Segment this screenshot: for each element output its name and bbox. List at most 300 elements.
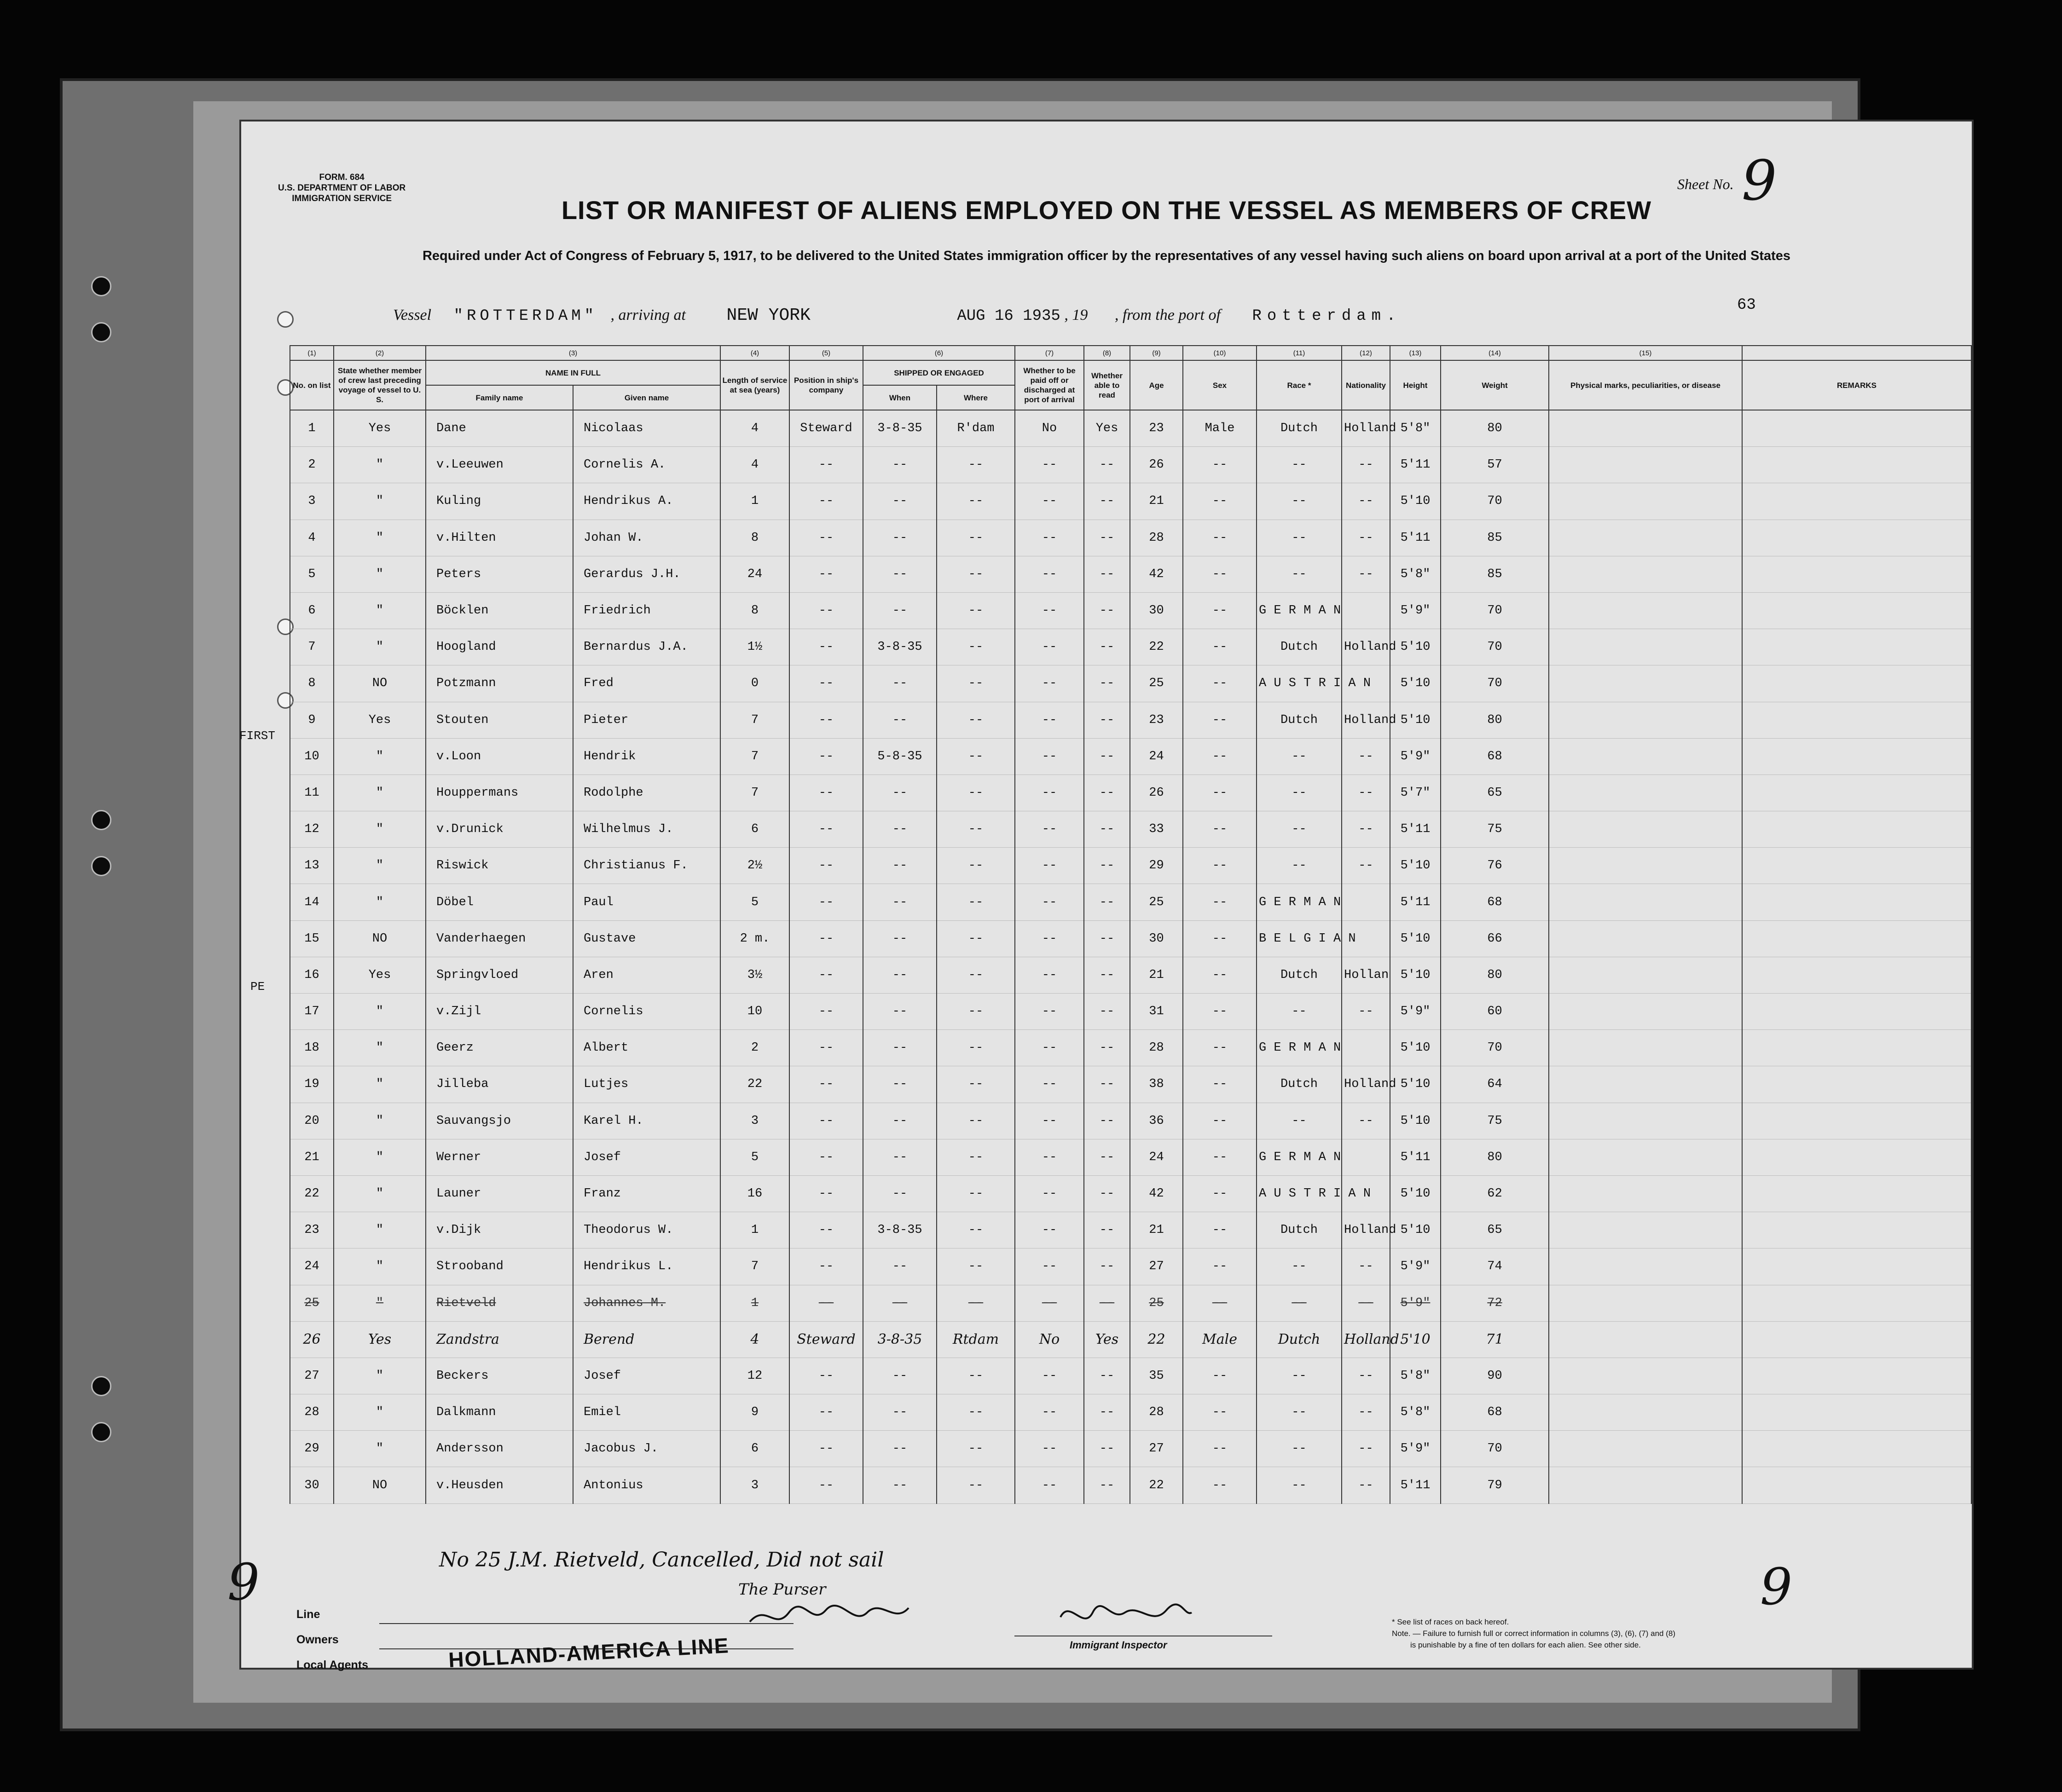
cell-given: Fred — [573, 665, 720, 702]
cell-remarks — [1742, 1467, 1971, 1503]
header-given: Given name — [573, 385, 720, 410]
cell-nationality: -- — [1342, 1467, 1390, 1503]
cell-height: 5'11 — [1390, 1139, 1441, 1175]
cell-paid: -- — [1015, 920, 1084, 957]
cell-where: -- — [937, 884, 1015, 920]
crew-row — [290, 1212, 1971, 1249]
cell-age: 42 — [1130, 1175, 1183, 1212]
cell-family: v.Loon — [426, 738, 573, 775]
cell-weight: 75 — [1441, 1103, 1549, 1139]
cell-age: 21 — [1130, 1212, 1183, 1249]
cell-height: 5'11 — [1390, 811, 1441, 848]
cell-family: Geerz — [426, 1030, 573, 1066]
cell-paid: -- — [1015, 629, 1084, 665]
crew-row — [290, 1467, 1971, 1503]
cell-height: 5'10 — [1390, 1103, 1441, 1139]
cell-state: Yes — [334, 957, 426, 993]
cell-given: Lutjes — [573, 1066, 720, 1103]
cell-nationality: -- — [1342, 1394, 1390, 1431]
cell-read: -- — [1084, 1394, 1130, 1431]
cell-no: 8 — [290, 665, 334, 702]
cell-when: -- — [863, 556, 937, 592]
crew-row — [290, 1175, 1971, 1212]
cell-weight: 70 — [1441, 665, 1549, 702]
cell-position: -- — [789, 592, 863, 629]
cell-sex: -- — [1183, 1358, 1257, 1394]
cell-marks — [1549, 1175, 1742, 1212]
cell-weight: 64 — [1441, 1066, 1549, 1103]
cell-remarks — [1742, 1249, 1971, 1285]
inspector-signature — [1056, 1599, 1194, 1636]
cell-family: v.Dijk — [426, 1212, 573, 1249]
cell-race: -- — [1257, 811, 1342, 848]
cell-sex: -- — [1183, 1212, 1257, 1249]
cell-when: -- — [863, 702, 937, 738]
cell-no: 1 — [290, 410, 334, 447]
col-num: (4) — [720, 346, 789, 360]
cell-when: 5-8-35 — [863, 738, 937, 775]
cell-service: 16 — [720, 1175, 789, 1212]
cell-no: 26 — [290, 1321, 334, 1358]
cell-family: Dalkmann — [426, 1394, 573, 1431]
page-code: 63 — [1737, 296, 1756, 314]
cell-paid: -- — [1015, 738, 1084, 775]
cell-height: 5'11 — [1390, 520, 1441, 556]
cell-nationality: Holland — [1342, 1066, 1390, 1103]
cell-height: 5'10 — [1390, 1321, 1441, 1358]
cell-paid: -- — [1015, 1066, 1084, 1103]
cell-race: G E R M A N — [1257, 1030, 1342, 1066]
cell-height: 5'10 — [1390, 702, 1441, 738]
header-where: Where — [937, 385, 1015, 410]
footer-line-label: Line — [296, 1608, 320, 1621]
cell-given: Friedrich — [573, 592, 720, 629]
cell-no: 4 — [290, 520, 334, 556]
cell-family: Zandstra — [426, 1321, 573, 1358]
footnote-penalty: Note. — Failure to furnish full or correct information in columns (3), (6), (7) and (8) — [1392, 1629, 1675, 1638]
cell-read: -- — [1084, 629, 1130, 665]
crew-row — [290, 775, 1971, 811]
cell-remarks — [1742, 1394, 1971, 1431]
cell-nationality: -- — [1342, 1249, 1390, 1285]
cell-sex: -- — [1183, 665, 1257, 702]
cell-marks — [1549, 1358, 1742, 1394]
crew-row — [290, 920, 1971, 957]
cell-weight: 75 — [1441, 811, 1549, 848]
cell-sex: -- — [1183, 1431, 1257, 1467]
cell-remarks — [1742, 410, 1971, 447]
crew-table — [290, 345, 1972, 1504]
cell-race: -- — [1257, 1467, 1342, 1503]
header-row-1 — [290, 360, 1971, 385]
cell-state: " — [334, 811, 426, 848]
cell-race: A U S T R I A N — [1257, 1175, 1342, 1212]
cell-state: " — [334, 1030, 426, 1066]
cell-nationality: -- — [1342, 1103, 1390, 1139]
cell-sex: -- — [1183, 1249, 1257, 1285]
cell-given: Aren — [573, 957, 720, 993]
cell-state: NO — [334, 665, 426, 702]
cell-marks — [1549, 520, 1742, 556]
cell-weight: 68 — [1441, 738, 1549, 775]
cell-family: v.Leeuwen — [426, 447, 573, 483]
cell-nationality: -- — [1342, 520, 1390, 556]
cell-when: -- — [863, 447, 937, 483]
cell-position: -- — [789, 1249, 863, 1285]
cell-where: -- — [937, 1249, 1015, 1285]
cell-given: Johan W. — [573, 520, 720, 556]
footer-line-rule — [379, 1623, 794, 1624]
cell-read: -- — [1084, 994, 1130, 1030]
cell-state: " — [334, 483, 426, 520]
crew-row — [290, 1431, 1971, 1467]
cell-no: 7 — [290, 629, 334, 665]
cell-race: Dutch — [1257, 1321, 1342, 1358]
header-no: No. on list — [290, 360, 334, 410]
cell-nationality: -- — [1342, 1431, 1390, 1467]
cell-nationality: -- — [1342, 775, 1390, 811]
cell-when: -- — [863, 665, 937, 702]
cell-family: Launer — [426, 1175, 573, 1212]
cell-age: 30 — [1130, 592, 1183, 629]
cell-position: -- — [789, 1212, 863, 1249]
cell-where: Rtdam — [937, 1321, 1015, 1358]
cell-paid: No — [1015, 1321, 1084, 1358]
crew-row — [290, 1358, 1971, 1394]
cell-no: 9 — [290, 702, 334, 738]
cell-service: 8 — [720, 520, 789, 556]
cell-service: 7 — [720, 738, 789, 775]
cell-age: 25 — [1130, 1285, 1183, 1321]
cell-given: Franz — [573, 1175, 720, 1212]
binder-hole — [91, 1422, 111, 1442]
cell-family: v.Hilten — [426, 520, 573, 556]
cell-service: 4 — [720, 1321, 789, 1358]
cell-weight: 70 — [1441, 1030, 1549, 1066]
cell-age: 28 — [1130, 1030, 1183, 1066]
cell-sex: -- — [1183, 556, 1257, 592]
cell-given: Rodolphe — [573, 775, 720, 811]
cell-family: v.Drunick — [426, 811, 573, 848]
cell-where: -- — [937, 1394, 1015, 1431]
cell-position: -- — [789, 665, 863, 702]
crew-row — [290, 629, 1971, 665]
cell-age: 42 — [1130, 556, 1183, 592]
cell-nationality: Holland — [1342, 1212, 1390, 1249]
cell-weight: 70 — [1441, 1431, 1549, 1467]
cell-position: -- — [789, 702, 863, 738]
cell-nationality: -- — [1342, 1285, 1390, 1321]
header-sex: Sex — [1183, 360, 1257, 410]
cell-service: 7 — [720, 775, 789, 811]
cell-nationality: Hollan — [1342, 957, 1390, 993]
binder-hole — [91, 322, 111, 342]
cell-sex: -- — [1183, 957, 1257, 993]
cell-marks — [1549, 1249, 1742, 1285]
cell-height: 5'10 — [1390, 483, 1441, 520]
cell-marks — [1549, 1066, 1742, 1103]
cell-race: G E R M A N — [1257, 1139, 1342, 1175]
cell-height: 5'11 — [1390, 447, 1441, 483]
corner-number-left: 9 — [227, 1553, 260, 1612]
cell-service: 4 — [720, 410, 789, 447]
cell-remarks — [1742, 920, 1971, 957]
cell-when: -- — [863, 775, 937, 811]
cell-age: 24 — [1130, 1139, 1183, 1175]
cell-given: Hendrik — [573, 738, 720, 775]
cell-remarks — [1742, 1212, 1971, 1249]
cell-race: A U S T R I A N — [1257, 665, 1342, 702]
cell-marks — [1549, 1030, 1742, 1066]
cell-service: 6 — [720, 811, 789, 848]
cell-sex: -- — [1183, 920, 1257, 957]
cell-race: -- — [1257, 556, 1342, 592]
cell-marks — [1549, 738, 1742, 775]
cell-state: " — [334, 592, 426, 629]
footer-agents-label: Local Agents — [296, 1659, 369, 1671]
cell-paid: -- — [1015, 1175, 1084, 1212]
cell-height: 5'11 — [1390, 884, 1441, 920]
cell-read: -- — [1084, 665, 1130, 702]
cell-age: 28 — [1130, 520, 1183, 556]
cell-marks — [1549, 447, 1742, 483]
cell-where: -- — [937, 1139, 1015, 1175]
cell-age: 25 — [1130, 884, 1183, 920]
cell-position: -- — [789, 1285, 863, 1321]
cell-race: -- — [1257, 447, 1342, 483]
cell-family: Riswick — [426, 848, 573, 884]
cell-position: -- — [789, 629, 863, 665]
cell-given: Gerardus J.H. — [573, 556, 720, 592]
cell-state: " — [334, 1285, 426, 1321]
cell-age: 38 — [1130, 1066, 1183, 1103]
cell-position: -- — [789, 1394, 863, 1431]
cell-remarks — [1742, 447, 1971, 483]
header-paid: Whether to be paid off or discharged at port of arrival — [1015, 360, 1084, 410]
cell-remarks — [1742, 556, 1971, 592]
cell-weight: 68 — [1441, 884, 1549, 920]
cell-paid: -- — [1015, 1285, 1084, 1321]
cell-marks — [1549, 848, 1742, 884]
cell-where: -- — [937, 1030, 1015, 1066]
cell-read: -- — [1084, 811, 1130, 848]
cell-race: -- — [1257, 994, 1342, 1030]
cell-sex: -- — [1183, 1467, 1257, 1503]
cell-read: -- — [1084, 483, 1130, 520]
cell-weight: 80 — [1441, 1139, 1549, 1175]
cell-nationality — [1342, 1030, 1390, 1066]
cell-when: -- — [863, 483, 937, 520]
cell-age: 23 — [1130, 702, 1183, 738]
cell-age: 27 — [1130, 1431, 1183, 1467]
header-nationality: Nationality — [1342, 360, 1390, 410]
cell-marks — [1549, 410, 1742, 447]
cell-state: " — [334, 848, 426, 884]
cell-read: -- — [1084, 920, 1130, 957]
cell-given: Theodorus W. — [573, 1212, 720, 1249]
cell-read: -- — [1084, 1431, 1130, 1467]
crew-row — [290, 483, 1971, 520]
cell-service: 6 — [720, 1431, 789, 1467]
cell-position: -- — [789, 1467, 863, 1503]
cell-no: 2 — [290, 447, 334, 483]
cell-read: Yes — [1084, 410, 1130, 447]
cell-nationality: -- — [1342, 1358, 1390, 1394]
punch-hole — [277, 311, 294, 328]
cell-remarks — [1742, 702, 1971, 738]
cell-no: 15 — [290, 920, 334, 957]
cell-family: Döbel — [426, 884, 573, 920]
cell-height: 5'11 — [1390, 1467, 1441, 1503]
cell-paid: -- — [1015, 1467, 1084, 1503]
cell-service: 3½ — [720, 957, 789, 993]
cell-nationality: -- — [1342, 848, 1390, 884]
cell-remarks — [1742, 848, 1971, 884]
cell-family: Rietveld — [426, 1285, 573, 1321]
cell-when: -- — [863, 957, 937, 993]
header-state: State whether member of crew last preceding voyage of vessel to U. S. — [334, 360, 426, 410]
header-family: Family name — [426, 385, 573, 410]
cell-sex: -- — [1183, 1394, 1257, 1431]
cell-paid: -- — [1015, 1212, 1084, 1249]
cell-remarks — [1742, 520, 1971, 556]
cell-state: " — [334, 1175, 426, 1212]
cell-when: 3-8-35 — [863, 1321, 937, 1358]
cell-family: Potzmann — [426, 665, 573, 702]
cell-race: -- — [1257, 1358, 1342, 1394]
cell-height: 5'9" — [1390, 592, 1441, 629]
cell-service: 1 — [720, 1212, 789, 1249]
cell-height: 5'10 — [1390, 848, 1441, 884]
cell-no: 10 — [290, 738, 334, 775]
col-num: (15) — [1549, 346, 1742, 360]
col-num: (2) — [334, 346, 426, 360]
arriving-label: , arriving at — [610, 306, 686, 324]
cell-position: Steward — [789, 410, 863, 447]
crew-row — [290, 702, 1971, 738]
cell-when: -- — [863, 1285, 937, 1321]
cell-race: -- — [1257, 775, 1342, 811]
cell-paid: -- — [1015, 1431, 1084, 1467]
cell-service: 8 — [720, 592, 789, 629]
cell-marks — [1549, 592, 1742, 629]
cell-when: -- — [863, 920, 937, 957]
cell-height: 5'9" — [1390, 1249, 1441, 1285]
cell-when: 3-8-35 — [863, 1212, 937, 1249]
cell-state: " — [334, 1358, 426, 1394]
cell-age: 26 — [1130, 775, 1183, 811]
cell-remarks — [1742, 775, 1971, 811]
cell-family: Dane — [426, 410, 573, 447]
cell-no: 23 — [290, 1212, 334, 1249]
column-number-row — [290, 346, 1971, 360]
cell-where: -- — [937, 738, 1015, 775]
cell-family: Werner — [426, 1139, 573, 1175]
cell-weight: 70 — [1441, 629, 1549, 665]
cell-sex: -- — [1183, 1285, 1257, 1321]
cell-where: -- — [937, 994, 1015, 1030]
cell-read: -- — [1084, 1175, 1130, 1212]
cell-race: -- — [1257, 483, 1342, 520]
cell-family: Springvloed — [426, 957, 573, 993]
cell-read: -- — [1084, 1103, 1130, 1139]
cell-height: 5'9" — [1390, 738, 1441, 775]
cell-position: -- — [789, 884, 863, 920]
cell-service: 12 — [720, 1358, 789, 1394]
crew-row — [290, 738, 1971, 775]
cell-read: -- — [1084, 520, 1130, 556]
cell-height: 5'10 — [1390, 665, 1441, 702]
cell-service: 3 — [720, 1467, 789, 1503]
cell-state: " — [334, 1139, 426, 1175]
cell-where: -- — [937, 811, 1015, 848]
from-port-label: , from the port of — [1114, 306, 1221, 324]
cell-family: Peters — [426, 556, 573, 592]
cell-where: R'dam — [937, 410, 1015, 447]
cell-no: 12 — [290, 811, 334, 848]
form-number: FORM. 684 — [319, 173, 365, 182]
header-name: NAME IN FULL — [426, 360, 720, 385]
cell-given: Johannes M. — [573, 1285, 720, 1321]
cell-service: 24 — [720, 556, 789, 592]
cell-given: Josef — [573, 1358, 720, 1394]
cell-where: -- — [937, 1467, 1015, 1503]
cell-paid: -- — [1015, 592, 1084, 629]
cell-read: -- — [1084, 1139, 1130, 1175]
cell-given: Bernardus J.A. — [573, 629, 720, 665]
department-name: U.S. DEPARTMENT OF LABOR — [278, 183, 406, 193]
cell-where: -- — [937, 957, 1015, 993]
cell-nationality: -- — [1342, 994, 1390, 1030]
cell-no: 28 — [290, 1394, 334, 1431]
cell-given: Karel H. — [573, 1103, 720, 1139]
cell-sex: Male — [1183, 1321, 1257, 1358]
crew-row — [290, 1066, 1971, 1103]
cell-weight: 80 — [1441, 957, 1549, 993]
cell-race: Dutch — [1257, 1066, 1342, 1103]
cell-position: -- — [789, 1431, 863, 1467]
cell-remarks — [1742, 592, 1971, 629]
sheet-label: Sheet No. — [1677, 176, 1734, 192]
cell-where: -- — [937, 1358, 1015, 1394]
cell-age: 22 — [1130, 1321, 1183, 1358]
cell-where: -- — [937, 592, 1015, 629]
cell-marks — [1549, 1431, 1742, 1467]
col-num: (6) — [863, 346, 1015, 360]
cell-height: 5'10 — [1390, 920, 1441, 957]
cell-sex: -- — [1183, 1175, 1257, 1212]
cell-position: -- — [789, 1358, 863, 1394]
cell-weight: 71 — [1441, 1321, 1549, 1358]
cell-marks — [1549, 629, 1742, 665]
holland-america-stamp: HOLLAND-AMERICA LINE — [448, 1633, 730, 1672]
cell-read: -- — [1084, 1467, 1130, 1503]
cell-sex: -- — [1183, 483, 1257, 520]
cell-family: Kuling — [426, 483, 573, 520]
cell-where: -- — [937, 1212, 1015, 1249]
cell-weight: 80 — [1441, 702, 1549, 738]
cell-given: Emiel — [573, 1394, 720, 1431]
cell-remarks — [1742, 1358, 1971, 1394]
cell-weight: 74 — [1441, 1249, 1549, 1285]
cell-no: 29 — [290, 1431, 334, 1467]
cell-paid: -- — [1015, 447, 1084, 483]
cell-state: NO — [334, 920, 426, 957]
cell-service: 9 — [720, 1394, 789, 1431]
cell-read: -- — [1084, 738, 1130, 775]
cell-height: 5'9" — [1390, 1285, 1441, 1321]
cell-age: 22 — [1130, 629, 1183, 665]
